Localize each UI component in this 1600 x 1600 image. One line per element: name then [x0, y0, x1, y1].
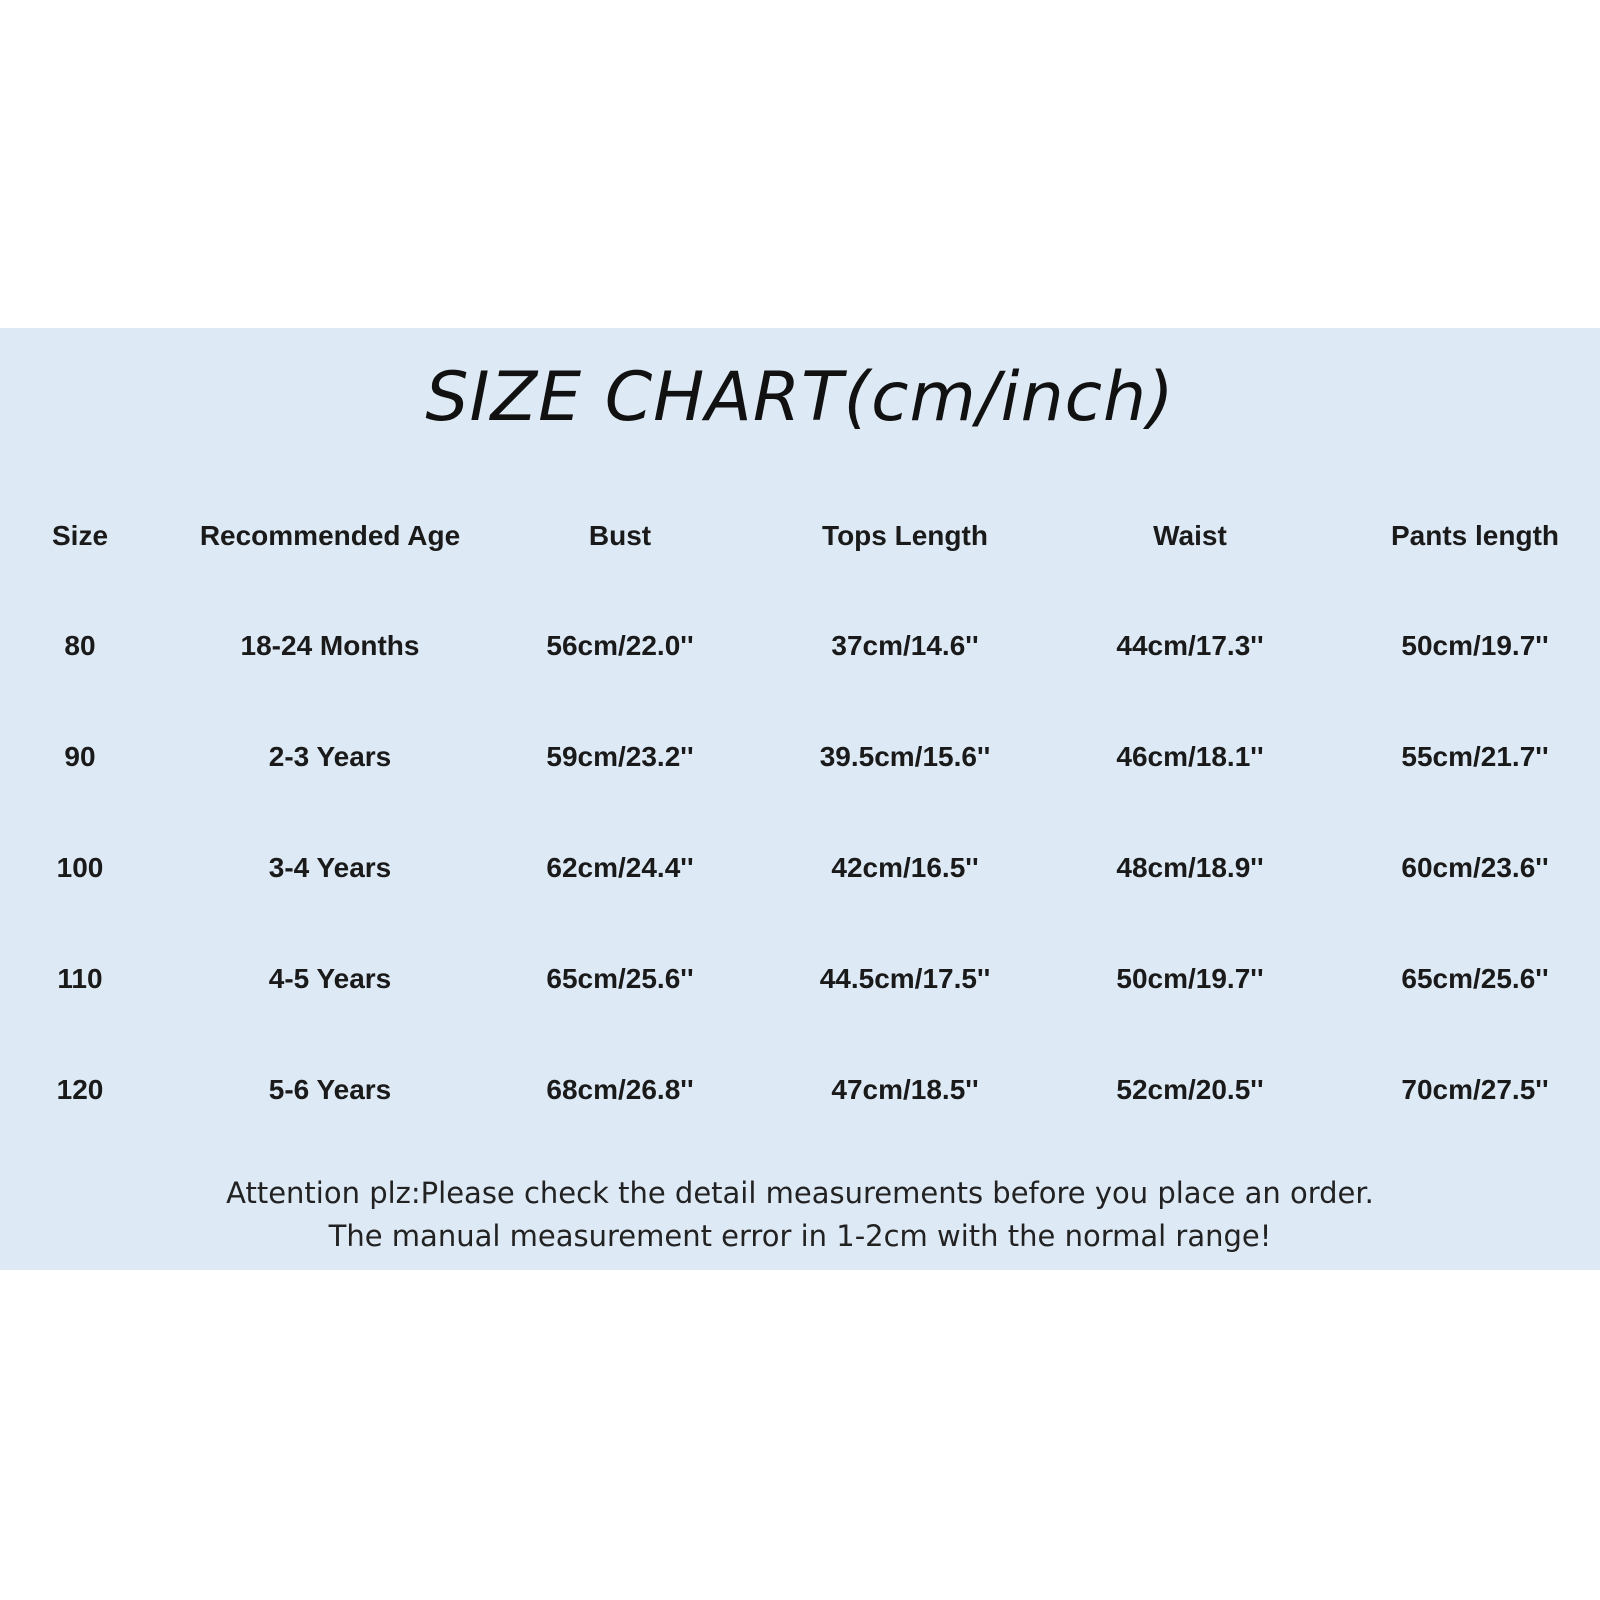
- cell-age: 2-3 Years: [268, 741, 392, 772]
- header-pants-length: Pants length: [1390, 520, 1559, 551]
- cell-pants-length: 60cm/23.6'': [1401, 852, 1549, 883]
- cell-tops-length: 39.5cm/15.6'': [819, 741, 991, 772]
- cell-bust: 59cm/23.2'': [546, 741, 694, 772]
- cell-pants-length: 65cm/25.6'': [1401, 963, 1549, 994]
- attention-note-line-1: Attention plz:Please check the detail measurements before you place an order.: [226, 1176, 1374, 1210]
- cell-bust: 65cm/25.6'': [546, 963, 694, 994]
- cell-bust: 68cm/26.8'': [546, 1074, 694, 1105]
- cell-tops-length: 44.5cm/17.5'': [819, 963, 991, 994]
- table-row: [0, 1060, 1600, 1120]
- cell-bust: 62cm/24.4'': [546, 852, 694, 883]
- header-tops-length: Tops Length: [822, 520, 988, 551]
- cell-age: 5-6 Years: [268, 1074, 392, 1105]
- header-bust: Bust: [588, 520, 652, 551]
- cell-bust: 56cm/22.0'': [546, 630, 694, 661]
- cell-size: 120: [56, 1074, 104, 1105]
- cell-age: 18-24 Months: [240, 630, 420, 661]
- size-chart-panel: [0, 328, 1600, 1270]
- header-waist: Waist: [1153, 520, 1227, 551]
- cell-tops-length: 42cm/16.5'': [831, 852, 979, 883]
- cell-pants-length: 50cm/19.7'': [1401, 630, 1549, 661]
- cell-size: 90: [64, 741, 96, 772]
- table-header-row: [0, 506, 1600, 566]
- cell-tops-length: 47cm/18.5'': [831, 1074, 979, 1105]
- cell-waist: 50cm/19.7'': [1116, 963, 1264, 994]
- attention-note-line-2: The manual measurement error in 1-2cm with the normal range!: [328, 1219, 1272, 1253]
- header-recommended-age: Recommended Age: [199, 520, 461, 551]
- cell-size: 100: [56, 852, 104, 883]
- table-row: [0, 838, 1600, 898]
- chart-title: SIZE CHART(cm/inch): [425, 358, 1175, 437]
- cell-waist: 46cm/18.1'': [1116, 741, 1264, 772]
- header-size: Size: [51, 520, 109, 551]
- table-row: [0, 727, 1600, 787]
- cell-pants-length: 70cm/27.5'': [1401, 1074, 1549, 1105]
- cell-waist: 44cm/17.3'': [1116, 630, 1264, 661]
- cell-waist: 48cm/18.9'': [1116, 852, 1264, 883]
- cell-age: 3-4 Years: [268, 852, 392, 883]
- cell-size: 110: [57, 963, 103, 994]
- table-row: [0, 616, 1600, 676]
- cell-tops-length: 37cm/14.6'': [831, 630, 979, 661]
- cell-size: 80: [64, 630, 96, 661]
- cell-waist: 52cm/20.5'': [1116, 1074, 1264, 1105]
- table-row: [0, 949, 1600, 1009]
- cell-age: 4-5 Years: [268, 963, 392, 994]
- cell-pants-length: 55cm/21.7'': [1401, 741, 1549, 772]
